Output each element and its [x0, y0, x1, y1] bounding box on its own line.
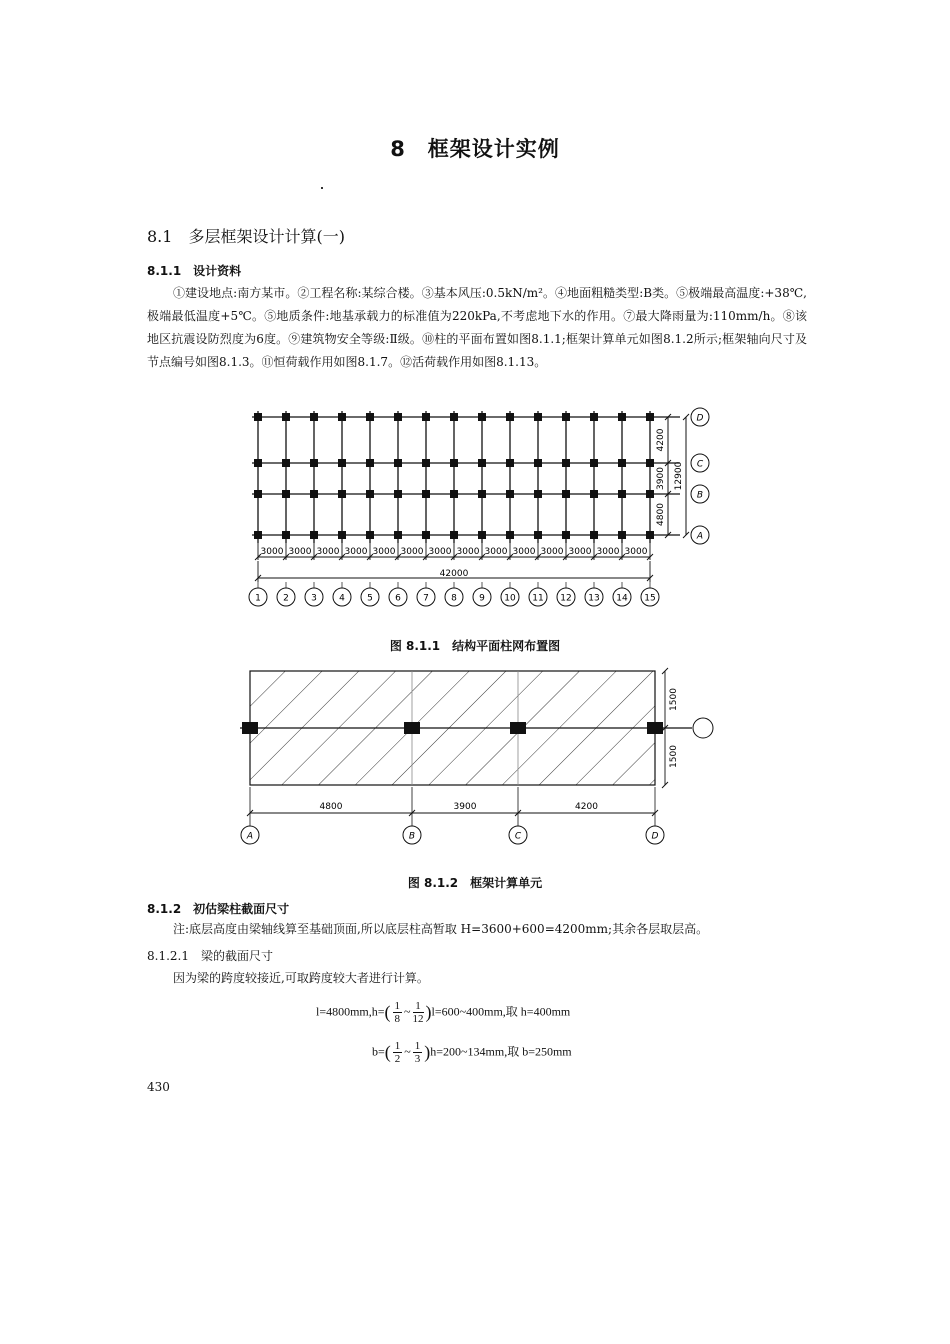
- column-square: [310, 413, 318, 421]
- column-square: [366, 490, 374, 498]
- column-square: [254, 413, 262, 421]
- column-square: [646, 413, 654, 421]
- axis-number-label: 3: [311, 593, 317, 604]
- column-square: [534, 459, 542, 467]
- column-square: [338, 413, 346, 421]
- axis-number-label: 7: [423, 593, 429, 604]
- f1-num1: 1: [394, 1000, 401, 1012]
- axis-number-label: 14: [616, 593, 628, 604]
- formula-beam-height: l=4800mm,h=( $\frac{1}{8}$ ~ $\frac{1}{12}$ )l=600~400mm,取 h=400mm: [316, 1000, 571, 1025]
- formula-1-suffix: l=600~400mm,取 h=400mm: [431, 1004, 571, 1019]
- f2-sep: ~: [404, 1044, 411, 1059]
- column-square: [254, 531, 262, 539]
- axis-number-label: 2: [283, 593, 289, 604]
- column-square: [450, 459, 458, 467]
- design-data-paragraph: ①建设地点:南方某市。②工程名称:某综合楼。③基本风压:0.5kN/m²。④地面粗糙类型:B类。⑤极端最高温度:+38℃,极端最低温度+5℃。⑤地质条件:地基承载力的标准值为220kPa,不考虑地下水的作用。⑦最大降雨量为:110mm/h。⑧该地区抗震设防烈度为6度。⑨建筑物安全等级:Ⅱ级。⑩柱的平面布置如图8.1.1;框架计算单元如图8.1.2所示;框架轴向尺寸及节点编号如图8.1.3。⑪恒荷载作用如图8.1.7。⑫活荷载作用如图8.1.13。: [147, 286, 807, 369]
- axis-letter-label: A: [246, 831, 254, 842]
- column-square: [618, 531, 626, 539]
- column-square: [590, 531, 598, 539]
- f2-num1: 1: [394, 1040, 401, 1052]
- axis-number-label: 11: [532, 593, 544, 604]
- column-square: [618, 413, 626, 421]
- column-square: [422, 459, 430, 467]
- formula-2-suffix: h=200~134mm,取 b=250mm: [430, 1044, 572, 1059]
- span-dimension-label: 4200: [656, 428, 666, 452]
- column-square: [366, 459, 374, 467]
- column-square: [450, 413, 458, 421]
- column-square: [562, 490, 570, 498]
- bay-dimension-label: 3000: [260, 547, 284, 557]
- note-text: 注:底层高度由梁轴线算至基础顶面,所以底层柱高暂取 H=3600+600=4200mm;其余各层取层高。: [173, 922, 709, 936]
- column-square: [590, 490, 598, 498]
- column-square: [534, 413, 542, 421]
- axis-number-label: 5: [367, 593, 373, 604]
- axis-number-label: 13: [588, 593, 600, 604]
- axis-letter-label: D: [696, 413, 704, 424]
- column-square: [646, 459, 654, 467]
- axis-letter-label: D: [651, 831, 659, 842]
- column-square: [450, 490, 458, 498]
- column-square: [282, 459, 290, 467]
- column-square: [310, 459, 318, 467]
- column-square: [338, 459, 346, 467]
- overall-dimension-label: 12900: [674, 461, 684, 491]
- bay-dimension-label: 3000: [624, 547, 648, 557]
- bay-dimension-label: 3000: [288, 547, 312, 557]
- column-square: [562, 531, 570, 539]
- f2-den2: 3: [414, 1053, 421, 1065]
- axis-number-label: 10: [504, 593, 516, 604]
- column-square: [422, 413, 430, 421]
- column-square: [562, 413, 570, 421]
- f1-num2: 1: [413, 1000, 424, 1013]
- column-square-A: [242, 722, 258, 734]
- half-width-label: 1500: [669, 745, 679, 768]
- column-square: [366, 531, 374, 539]
- span-dimension-label: 3900: [656, 467, 666, 490]
- span-dimension-label: 3900: [453, 802, 477, 812]
- column-square: [366, 413, 374, 421]
- axis-letter-label: C: [514, 831, 522, 842]
- axis-number-label: 15: [644, 593, 656, 604]
- axis-number-label: 8: [451, 593, 457, 604]
- column-square: [506, 413, 514, 421]
- bay-dimension-label: 3000: [484, 547, 508, 557]
- axis-number-label: 6: [395, 593, 401, 604]
- column-square: [534, 490, 542, 498]
- column-square: [394, 490, 402, 498]
- bay-dimension-label: 3000: [316, 547, 340, 557]
- bay-dimension-label: 3000: [456, 547, 480, 557]
- column-square: [422, 490, 430, 498]
- column-square: [478, 531, 486, 539]
- figure-8-1-1-caption: 图 8.1.1 结构平面柱网布置图: [389, 639, 561, 653]
- column-square: [310, 531, 318, 539]
- bay-dimension-label: 3000: [344, 547, 368, 557]
- figure-8-1-2-caption: 图 8.1.2 框架计算单元: [407, 876, 543, 890]
- formula-2-prefix: b=: [372, 1044, 385, 1059]
- axis-number-label: 12: [560, 593, 572, 604]
- column-square: [646, 531, 654, 539]
- column-square: [478, 459, 486, 467]
- f1-den1: 8: [394, 1013, 401, 1025]
- column-square: [282, 490, 290, 498]
- column-square: [394, 459, 402, 467]
- chapter-title: 8 框架设计实例: [390, 137, 560, 161]
- axis-number-label: 4: [339, 593, 345, 604]
- column-square: [310, 490, 318, 498]
- column-square-C: [510, 722, 526, 734]
- axis-letter-label: A: [696, 531, 704, 542]
- page-number: 430: [147, 1080, 170, 1094]
- column-square: [254, 459, 262, 467]
- column-square: [394, 413, 402, 421]
- beam-section-paragraph: 因为梁的跨度较接近,可取跨度较大者进行计算。: [173, 971, 429, 985]
- heading-8-1-1: 8.1.1 设计资料: [147, 264, 242, 278]
- f1-sep: ~: [404, 1004, 411, 1019]
- column-square: [450, 531, 458, 539]
- column-square: [506, 531, 514, 539]
- column-square: [506, 459, 514, 467]
- column-square-D: [647, 722, 663, 734]
- column-square: [338, 490, 346, 498]
- f2-num2: 1: [414, 1040, 421, 1052]
- column-square: [506, 490, 514, 498]
- column-square: [478, 490, 486, 498]
- column-square: [422, 531, 430, 539]
- span-dimension-label: 4200: [575, 802, 598, 812]
- axis-number-label: 9: [479, 593, 485, 604]
- column-square: [646, 490, 654, 498]
- half-width-label: 1500: [669, 688, 679, 711]
- formula-1-prefix: l=4800mm,h=: [316, 1004, 385, 1019]
- bay-dimension-label: 3000: [512, 547, 536, 557]
- column-square: [590, 413, 598, 421]
- axis-letter-label: C: [696, 459, 704, 470]
- column-square: [254, 490, 262, 498]
- heading-8-1-2: 8.1.2 初估梁柱截面尺寸: [147, 902, 290, 916]
- frame-axis-bubble: [693, 718, 713, 738]
- column-square: [282, 531, 290, 539]
- span-dimension-label: 4800: [656, 503, 666, 526]
- axis-letter-label: B: [696, 490, 704, 501]
- f1-den2: 12: [412, 1013, 424, 1025]
- column-square: [562, 459, 570, 467]
- column-square: [618, 459, 626, 467]
- column-square: [394, 531, 402, 539]
- frame-calculation-unit-figure: [230, 660, 720, 850]
- column-square: [590, 459, 598, 467]
- column-square-B: [404, 722, 420, 734]
- bay-dimension-label: 3000: [596, 547, 620, 557]
- small-dot: [321, 187, 323, 189]
- total-dimension-label: 42000: [439, 569, 469, 579]
- bay-dimension-label: 3000: [568, 547, 592, 557]
- column-square: [282, 413, 290, 421]
- bay-dimension-label: 3000: [400, 547, 424, 557]
- bay-dimension-label: 3000: [428, 547, 452, 557]
- bay-dimension-label: 3000: [540, 547, 564, 557]
- column-grid-plan-figure: [230, 398, 704, 613]
- span-dimension-label: 4800: [319, 802, 343, 812]
- bay-dimension-label: 3000: [372, 547, 396, 557]
- formula-beam-width: b=( $\frac{1}{2}$ ~ $\frac{1}{3}$ )h=200~134mm,取 b=250mm: [372, 1040, 572, 1065]
- column-square: [534, 531, 542, 539]
- axis-letter-label: B: [408, 831, 416, 842]
- section-title: 8.1 多层框架设计计算(一): [147, 227, 345, 246]
- column-square: [338, 531, 346, 539]
- column-square: [478, 413, 486, 421]
- axis-number-label: 1: [255, 593, 261, 604]
- column-square: [618, 490, 626, 498]
- f2-den1: 2: [394, 1053, 401, 1065]
- heading-8-1-2-1: 8.1.2.1 梁的截面尺寸: [147, 949, 273, 963]
